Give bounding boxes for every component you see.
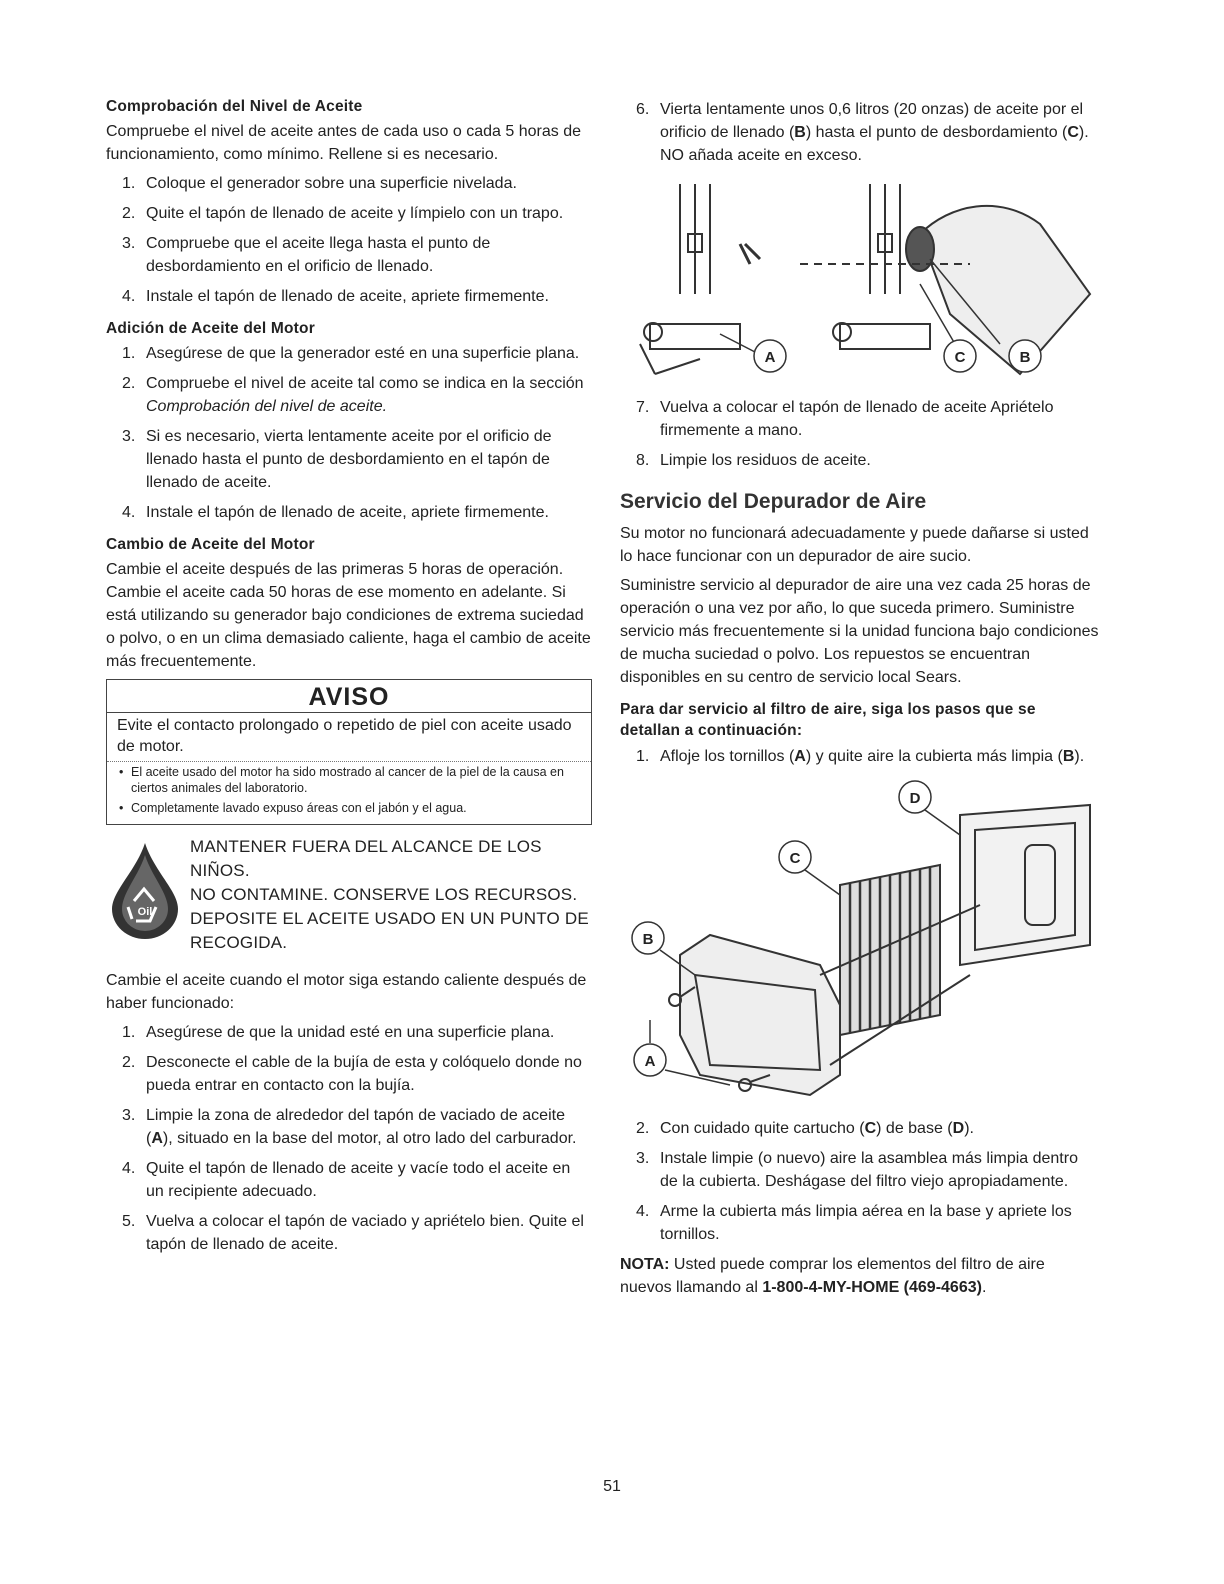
oil-level-check-steps	[106, 172, 592, 308]
air-cleaner-p1: Su motor no funcionará adecuadamente y puede dañarse si usted lo hace funcionar con un depurador de aire sucio.	[620, 525, 1089, 565]
list-item: 8. Limpie los residuos de aceite.	[636, 452, 871, 469]
fig1-label-a: A	[764, 349, 776, 366]
list-item: 4. Quite el tapón de llenado de aceite y vacíe todo el aceite en un recipiente adecuado.	[122, 1160, 571, 1200]
recycle-text: MANTENER FUERA DEL ALCANCE DE LOS NIÑOS. NO CONTAMINE. CONSERVE LOS RECURSOS. DEPOSITE EL ACEITE USADO EN UN PUNTO DE RECOGIDA.	[190, 837, 589, 952]
list-item: 2. Con cuidado quite cartucho (C) de base (D).	[636, 1120, 974, 1137]
aviso-bullets	[107, 762, 591, 824]
fig2-label-c: C	[789, 850, 801, 867]
oil-change-after: Cambie el aceite cuando el motor siga estando caliente después de haber funcionado:	[106, 972, 587, 1012]
oil-logo-text: Oil	[137, 906, 153, 918]
oil-change-intro: Cambie el aceite después de las primeras 5 horas de operación. Cambie el aceite cada 50 horas de ese momento en adelante. Si está utilizando su generador bajo condiciones de extrema suciedad o polvo, o en un clima demasiado caliente, haga el cambio de aceite más frecuentemente.	[106, 561, 591, 670]
list-item: • Completamente lavado expuso áreas con el jabón y el agua.	[117, 800, 585, 816]
add-oil-steps	[106, 342, 592, 524]
oil-fill-steps-cont	[620, 98, 1100, 167]
list-item: 2. Desconecte el cable de la bujía de esta y colóquelo donde no pueda entrar en contacto con la bujía.	[122, 1054, 582, 1094]
list-item: 4. Instale el tapón de llenado de aceite, apriete firmemente.	[122, 504, 549, 521]
list-item: • El aceite usado del motor ha sido mostrado al cancer de la piel de la causa en ciertos animales del laboratorio.	[117, 764, 585, 796]
list-item: 1. Coloque el generador sobre una superficie nivelada.	[122, 175, 517, 192]
list-item: 1. Afloje los tornillos (A) y quite aire la cubierta más limpia (B).	[636, 748, 1085, 765]
list-item: 5. Vuelva a colocar el tapón de vaciado y apriételo bien. Quite el tapón de llenado de aceite.	[122, 1213, 584, 1253]
oil-recycle-drop-icon	[106, 841, 184, 941]
add-oil-heading: Adición de Aceite del Motor	[106, 320, 315, 337]
list-item: 1. Asegúrese de que la generador esté en una superficie plana.	[122, 345, 580, 362]
list-item: 3. Instale limpie (o nuevo) aire la asamblea más limpia dentro de la cubierta. Deshágase del filtro viejo apropiadamente.	[636, 1150, 1078, 1190]
list-item: 7. Vuelva a colocar el tapón de llenado de aceite Apriételo firmemente a mano.	[636, 399, 1054, 439]
air-cleaner-steps	[620, 1117, 1100, 1246]
list-item: 4. Instale el tapón de llenado de aceite, apriete firmemente.	[122, 288, 549, 305]
aviso-title: AVISO	[107, 680, 591, 713]
list-item: 6. Vierta lentamente unos 0,6 litros (20 onzas) de aceite por el orificio de llenado (B) hasta el punto de desbordamiento (C). NO añada aceite en exceso.	[636, 101, 1089, 164]
fig1-label-b: B	[1019, 349, 1031, 366]
list-item: 2. Compruebe el nivel de aceite tal como se indica en la sección Comprobación del nivel de aceite.	[122, 375, 584, 415]
fig1-label-c: C	[954, 349, 966, 366]
fig2-label-a: A	[644, 1053, 656, 1070]
aviso-main-text: Evite el contacto prolongado o repetido de piel con aceite usado de motor.	[107, 713, 591, 762]
page-number: 51	[603, 1478, 621, 1495]
recycle-notice	[106, 835, 592, 955]
nota-paragraph: NOTA: Usted puede comprar los elementos del filtro de aire nuevos llamando al 1-800-4-MY-HOME (469-4663).	[620, 1256, 1045, 1296]
oil-change-steps	[106, 1021, 592, 1256]
left-column	[106, 98, 592, 1268]
oil-fill-steps-end	[620, 396, 1100, 472]
air-cleaner-p2: Suministre servicio al depurador de aire una vez cada 25 horas de operación o una vez por año, lo que suceda primero. Suministre servicio más frecuentemente si la unidad funciona bajo condiciones de mucha suciedad o polvo. Los repuestos se encuentran disponibles en su centro de servicio local Sears.	[620, 577, 1099, 686]
list-item: 4. Arme la cubierta más limpia aérea en la base y apriete los tornillos.	[636, 1203, 1072, 1243]
list-item: 2. Quite el tapón de llenado de aceite y límpielo con un trapo.	[122, 205, 564, 222]
aviso-box	[106, 679, 592, 825]
oil-change-heading: Cambio de Aceite del Motor	[106, 536, 315, 553]
air-cleaner-subheading: Para dar servicio al filtro de aire, siga los pasos que se detallan a continuación:	[620, 701, 1036, 739]
list-item: 1. Asegúrese de que la unidad esté en una superficie plana.	[122, 1024, 555, 1041]
right-column	[620, 98, 1100, 1305]
list-item: 3. Compruebe que el aceite llega hasta el punto de desbordamiento en el orificio de llenado.	[122, 235, 491, 275]
list-item: 3. Limpie la zona de alrededor del tapón de vaciado de aceite (A), situado en la base del motor, al otro lado del carburador.	[122, 1107, 577, 1147]
oil-fill-diagram	[620, 174, 1100, 384]
fig2-label-b: B	[642, 931, 654, 948]
air-cleaner-step1	[620, 745, 1100, 768]
list-item: 3. Si es necesario, vierta lentamente aceite por el orificio de llenado hasta el punto de desbordamiento en el tapón de llenado de aceite.	[122, 428, 552, 491]
air-filter-diagram	[620, 775, 1100, 1105]
oil-level-check-intro: Compruebe el nivel de aceite antes de cada uso o cada 5 horas de funcionamiento, como mínimo. Rellene si es necesario.	[106, 123, 581, 163]
fig2-label-d: D	[909, 790, 921, 807]
oil-level-check-heading: Comprobación del Nivel de Aceite	[106, 98, 363, 115]
air-cleaner-heading: Servicio del Depurador de Aire	[620, 490, 927, 513]
